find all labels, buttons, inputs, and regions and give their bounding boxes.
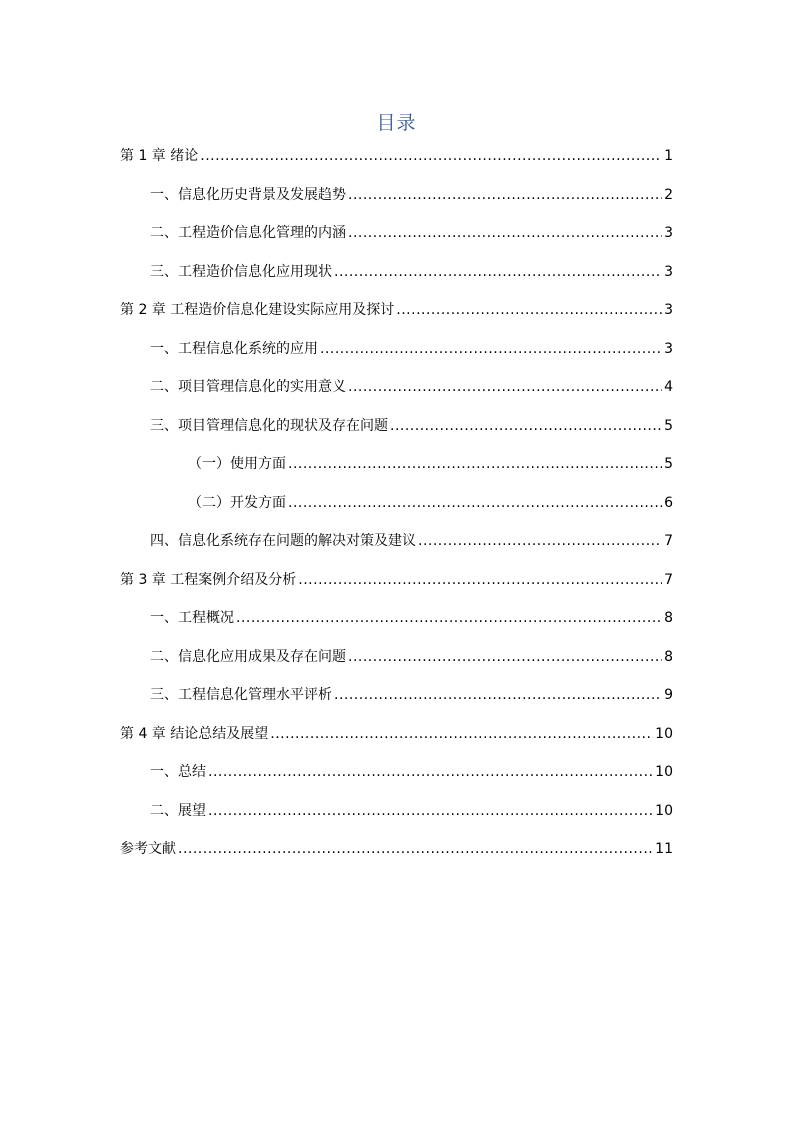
toc-dot-leader	[288, 493, 662, 513]
toc-page-number: 7	[664, 571, 673, 588]
toc-entry[interactable]	[120, 416, 673, 455]
toc-entry[interactable]	[120, 454, 673, 493]
toc-dot-leader	[208, 762, 653, 782]
toc-entry[interactable]	[120, 146, 673, 185]
toc-entry[interactable]	[120, 185, 673, 224]
toc-page-number: 2	[664, 186, 673, 203]
toc-entry[interactable]	[120, 839, 673, 878]
toc-dot-leader	[348, 647, 662, 667]
toc-entry[interactable]	[120, 724, 673, 763]
toc-dot-leader	[390, 416, 662, 436]
toc-entry-label: （二）开发方面	[188, 494, 286, 511]
toc-page-number: 10	[655, 764, 673, 780]
toc-entry-label: 参考文献	[120, 841, 176, 857]
toc-entry[interactable]	[120, 531, 673, 570]
toc-entry-label: 一、总结	[150, 764, 206, 780]
toc-dot-leader	[334, 262, 662, 282]
toc-dot-leader	[348, 223, 662, 243]
toc-dot-leader	[418, 531, 662, 551]
toc-title: 目录	[376, 112, 417, 134]
toc-page-number: 3	[664, 340, 673, 357]
toc-page-number: 8	[664, 610, 673, 626]
toc-page-number: 5	[664, 456, 673, 472]
toc-page-number: 3	[664, 263, 673, 280]
toc-entry-label: 一、工程信息化系统的应用	[150, 340, 318, 357]
toc-page-number: 3	[664, 225, 673, 241]
toc-entry-label: 二、项目管理信息化的实用意义	[150, 379, 346, 395]
toc-entry-label: 二、信息化应用成果及存在问题	[150, 648, 346, 665]
toc-entry[interactable]	[120, 262, 673, 301]
toc-entry[interactable]	[120, 570, 673, 609]
toc-entry-label: 第 3 章 工程案例介绍及分析	[120, 571, 297, 588]
table-of-contents	[120, 146, 673, 878]
toc-entry-label: 三、工程造价信息化应用现状	[150, 263, 332, 280]
toc-dot-leader	[396, 300, 662, 320]
toc-dot-leader	[208, 801, 653, 821]
toc-entry[interactable]	[120, 339, 673, 378]
toc-dot-leader	[348, 185, 662, 205]
toc-page-number: 8	[664, 648, 673, 665]
toc-entry-label: 第 2 章 工程造价信息化建设实际应用及探讨	[120, 302, 395, 318]
toc-page-number: 10	[655, 725, 673, 742]
toc-entry[interactable]	[120, 762, 673, 801]
toc-dot-leader	[334, 685, 662, 705]
toc-entry-label: 四、信息化系统存在问题的解决对策及建议	[150, 533, 416, 549]
toc-dot-leader	[298, 570, 662, 590]
toc-page-number: 3	[664, 302, 673, 318]
toc-entry-label: 三、工程信息化管理水平评析	[150, 687, 332, 703]
toc-page-number: 1	[664, 148, 673, 164]
toc-dot-leader	[320, 339, 662, 359]
toc-entry[interactable]	[120, 300, 673, 339]
toc-entry[interactable]	[120, 223, 673, 262]
toc-page-number: 7	[664, 533, 673, 549]
toc-entry[interactable]	[120, 685, 673, 724]
toc-entry[interactable]	[120, 608, 673, 647]
toc-page-number: 10	[655, 802, 673, 819]
toc-dot-leader	[200, 146, 662, 166]
toc-page-number: 6	[664, 494, 673, 511]
toc-entry[interactable]	[120, 801, 673, 840]
toc-page-number: 4	[664, 379, 673, 395]
toc-page-number: 11	[655, 841, 673, 857]
toc-dot-leader	[348, 377, 662, 397]
toc-entry-label: 三、项目管理信息化的现状及存在问题	[150, 417, 388, 434]
toc-entry[interactable]	[120, 493, 673, 532]
toc-entry-label: 二、工程造价信息化管理的内涵	[150, 225, 346, 241]
toc-entry-label: 一、信息化历史背景及发展趋势	[150, 186, 346, 203]
toc-entry-label: 第 4 章 结论总结及展望	[120, 725, 269, 742]
toc-dot-leader	[288, 454, 662, 474]
toc-entry-label: 一、工程概况	[150, 610, 234, 626]
toc-entry-label: （一）使用方面	[188, 456, 286, 472]
toc-entry-label: 二、展望	[150, 802, 206, 819]
toc-entry[interactable]	[120, 377, 673, 416]
toc-page-number: 5	[664, 417, 673, 434]
toc-dot-leader	[236, 608, 662, 628]
toc-entry[interactable]	[120, 647, 673, 686]
toc-page-number: 9	[664, 687, 673, 703]
toc-dot-leader	[178, 839, 653, 859]
toc-dot-leader	[270, 724, 653, 744]
toc-entry-label: 第 1 章 绪论	[120, 148, 199, 164]
